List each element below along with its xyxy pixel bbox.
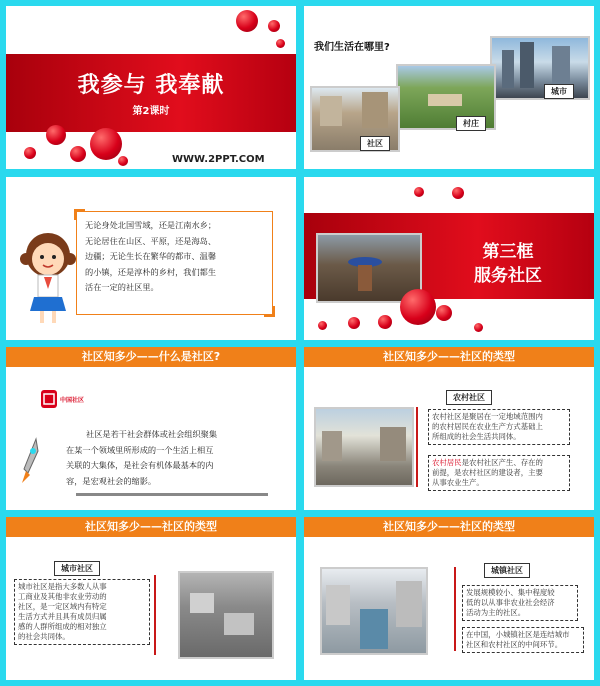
rural-residents xyxy=(428,455,570,491)
red-ball-decoration xyxy=(414,187,424,197)
definition-line: 从事农业生产。 xyxy=(432,478,484,487)
question-text: 我们生活在哪里? xyxy=(314,42,390,53)
site-url: WWW.2PPT.COM xyxy=(172,154,265,165)
definition-line xyxy=(432,458,566,468)
section-title: 服务社区 xyxy=(474,266,542,286)
red-divider xyxy=(454,567,456,651)
definition-line: 生活方式并且具有成员归属 xyxy=(18,612,107,621)
red-ball-decoration xyxy=(46,125,66,145)
section-label: 第三框 xyxy=(482,242,534,262)
red-divider xyxy=(154,575,156,655)
cartoon-girl-icon xyxy=(20,227,76,327)
red-divider xyxy=(416,407,418,487)
slide-header: 社区知多少——社区的类型 xyxy=(6,517,296,537)
red-ball-decoration xyxy=(118,156,128,166)
definition-line: 在中国，小城镇社区是连结城市 xyxy=(466,630,570,639)
definition-line: 的社会共同体。 xyxy=(18,632,70,641)
definition-line: 工商业及其他非农业劳动的 xyxy=(18,592,107,601)
red-ball-decoration xyxy=(90,128,122,160)
highlight-term: 农村居民 xyxy=(432,458,462,467)
slide-title[interactable] xyxy=(6,6,296,169)
slide-section-title[interactable] xyxy=(304,177,594,340)
divider xyxy=(76,493,268,496)
red-ball-decoration xyxy=(24,147,36,159)
definition-line: 在某一个领域里所形成的一个生活上相互 xyxy=(66,444,214,455)
red-ball-decoration xyxy=(474,323,483,332)
section-tag: 城镇社区 xyxy=(484,563,530,578)
slide-main-title: 我参与 我奉献 xyxy=(77,73,225,98)
definition-line: 城市社区是指大多数人从事 xyxy=(18,582,107,591)
slide-town-community[interactable] xyxy=(304,517,594,680)
slide-header: 社区知多少——什么是社区? xyxy=(6,347,296,367)
definition-line: 社区，是一定区域内有特定 xyxy=(18,602,107,611)
definition-line: 感的人群所组成的相对独立 xyxy=(18,622,107,631)
quote-line: 边疆；无论生长在繁华的都市、温馨 xyxy=(85,251,217,262)
quote-line: 的小镇，还是淳朴的乡村，我们都生 xyxy=(85,266,217,277)
slide-where-we-live[interactable] xyxy=(304,6,594,169)
definition-line: 前提，是农村社区的建设者，主要 xyxy=(432,468,543,477)
urban-aerial-photo xyxy=(178,571,274,659)
town-canal-photo xyxy=(320,567,428,655)
rural-street-photo xyxy=(314,407,414,487)
section-tag: 农村社区 xyxy=(446,390,492,405)
city-label: 城市 xyxy=(544,84,574,99)
red-ball-decoration xyxy=(452,187,464,199)
definition-line: 关联的大集体，是社会有机体最基本的内 xyxy=(66,460,214,470)
slide-header: 社区知多少——社区的类型 xyxy=(304,517,594,537)
town-role xyxy=(462,627,584,653)
definition-line: 社区和农村社区的中间环节。 xyxy=(466,640,563,649)
community-label: 社区 xyxy=(360,136,390,151)
town-definition xyxy=(462,585,578,621)
definition-line: 社区是若干社会群体或社会组织聚集 xyxy=(86,429,218,439)
red-ball-decoration xyxy=(400,289,436,325)
red-ball-decoration xyxy=(276,39,285,48)
red-ball-decoration xyxy=(436,305,452,321)
slide-subtitle: 第2课时 xyxy=(132,106,170,117)
slide-what-is-community[interactable] xyxy=(6,347,296,510)
definition-line: 容，是宏观社会的缩影。 xyxy=(66,475,157,486)
city-photo xyxy=(490,36,590,100)
slide-girl-intro[interactable] xyxy=(6,177,296,340)
definition-line: 的农村居民在农业生产方式基础上 xyxy=(432,422,543,431)
section-tag: 城市社区 xyxy=(54,561,100,576)
urban-definition xyxy=(14,579,150,645)
red-ball-decoration xyxy=(318,321,327,330)
definition-text xyxy=(66,427,286,489)
slide-rural-community[interactable] xyxy=(304,347,594,510)
definition-line: 发展规模较小、集中程度较 xyxy=(466,588,555,597)
red-ball-decoration xyxy=(378,315,392,329)
village-label: 村庄 xyxy=(456,116,486,131)
quote-box xyxy=(76,211,273,315)
quote-line: 无论居住在山区、平原，还是海岛、 xyxy=(85,235,217,246)
definition-line: 农村社区是聚居在一定地域范围内 xyxy=(432,412,543,421)
red-ball-decoration xyxy=(348,317,360,329)
logo-text: 中国社区 xyxy=(60,397,85,404)
red-ball-decoration xyxy=(236,10,258,32)
rocket-icon xyxy=(20,437,40,487)
red-ball-decoration xyxy=(268,20,280,32)
definition-line: 活动为主的社区。 xyxy=(466,608,526,617)
definition-line: 低的以从事非农业社会经济 xyxy=(466,598,555,607)
slide-urban-community[interactable] xyxy=(6,517,296,680)
rural-definition xyxy=(428,409,570,445)
quote-line: 无论身处北国雪域，还是江南水乡； xyxy=(85,220,217,230)
china-community-logo xyxy=(40,389,85,409)
slide-header: 社区知多少——社区的类型 xyxy=(304,347,594,367)
definition-line: 所组成的社会生活共同体。 xyxy=(432,432,521,441)
definition-text: 是农村社区产生、存在的 xyxy=(461,458,543,467)
red-ball-decoration xyxy=(70,146,86,162)
quote-line: 活在一定的社区里。 xyxy=(85,282,159,293)
